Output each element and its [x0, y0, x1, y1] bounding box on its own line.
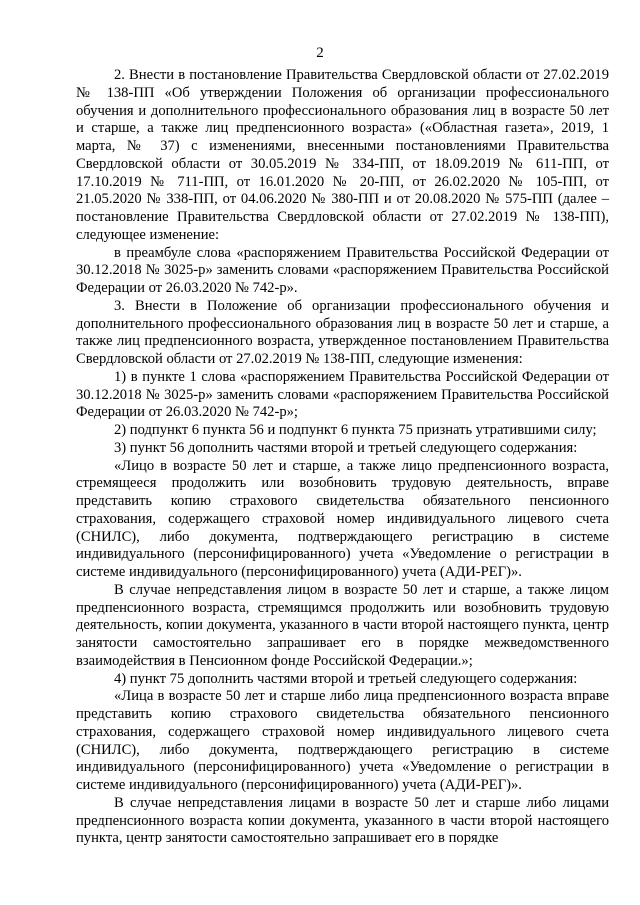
paragraph-item-2: 2. Внести в постановление Правительства Свердловской области от 27.02.2019 № 138-ПП «Об утверждении Положения об организации профессионального обучения и дополнительного профессионального образования лиц в возрасте 50 лет и старше, а также лиц предпенсионного возраста» («Областная газета», 2019, 1 марта, № 37) с изменениями, внесенными постановлениями Правительства Свердловской области от 30.05.2019 № 334-ПП, от 18.09.2019 № 611-ПП, от 17.10.2019 № 711-ПП, от 16.01.2020 № 20-ПП, от 26.02.2020 № 105-ПП, от 21.05.2020 № 338-ПП, от 04.06.2020 № 380-ПП и от 20.08.2020 № 575-ПП (далее – постановление Правительства Свердловской области от 27.02.2019 № 138-ПП), следующее изменение:	[76, 67, 609, 243]
paragraph-quote-75-part-3: В случае непредставления лицами в возрасте 50 лет и старше либо лицами предпенсионного возраста копии документа, указанного в части второй настоящего пункта, центр занятости самостоятельно запрашивает его в порядке	[76, 794, 609, 847]
paragraph-subitem-1: 1) в пункте 1 слова «распоряжением Правительства Российской Федерации от 30.12.2018 № 3025-р» заменить словами «распоряжением Правительства Российской Федерации от 26.03.2020 № 742-р»;	[76, 368, 609, 421]
paragraph-preamble-change: в преамбуле слова «распоряжением Правительства Российской Федерации от 30.12.2018 № 3025-р» заменить словами «распоряжением Правительства Российской Федерации от 26.03.2020 № 742-р».	[76, 244, 609, 296]
paragraph-quote-56-part-2: «Лицо в возрасте 50 лет и старше, а также лицо предпенсионного возраста, стремящееся продолжить или возобновить трудовую деятельность, вправе представить копию страхового свидетельства обязательного пенсионного страхования, содержащего страховой номер индивидуального лицевого счета (СНИЛС), либо документа, подтверждающего регистрацию в системе индивидуального (персонифицированного) учета «Уведомление о регистрации в системе индивидуального (персонифицированного) учета (АДИ-РЕГ)».	[76, 457, 609, 580]
paragraph-subitem-4: 4) пункт 75 дополнить частями второй и третьей следующего содержания:	[114, 670, 578, 687]
document-body	[76, 67, 609, 848]
paragraph-item-3: 3. Внести в Положение об организации профессионального обучения и дополнительного профессионального образования лиц в возрасте 50 лет и старше, а также лиц предпенсионного возраста, утвержденное постановлением Правительства Свердловской области от 27.02.2019 № 138-ПП, следующие изменения:	[76, 297, 609, 367]
paragraph-subitem-2: 2) подпункт 6 пункта 56 и подпункт 6 пункта 75 признать утратившими силу;	[114, 422, 597, 438]
paragraph-quote-75-part-2: «Лица в возрасте 50 лет и старше либо лица предпенсионного возраста вправе представить копию страхового свидетельства обязательного пенсионного страхования, содержащего страховой номер индивидуального лицевого счета (СНИЛС), либо документа, подтверждающего регистрацию в системе индивидуального (персонифицированного) учета «Уведомление о регистрации в системе индивидуального (персонифицированного) учета (АДИ-РЕГ)».	[76, 688, 609, 793]
paragraph-subitem-3: 3) пункт 56 дополнить частями второй и третьей следующего содержания:	[114, 439, 578, 456]
paragraph-quote-56-part-3: В случае непредставления лицом в возрасте 50 лет и старше, а также лицом предпенсионного возраста, стремящимся продолжить или возобновить трудовую деятельность, копии документа, указанного в части второй настоящего пункта, центр занятости самостоятельно запрашивает его в порядке межведомственного взаимодействия в Пенсионном фонде Российской Федерации.»;	[76, 581, 609, 669]
page-number: 2	[316, 45, 324, 61]
